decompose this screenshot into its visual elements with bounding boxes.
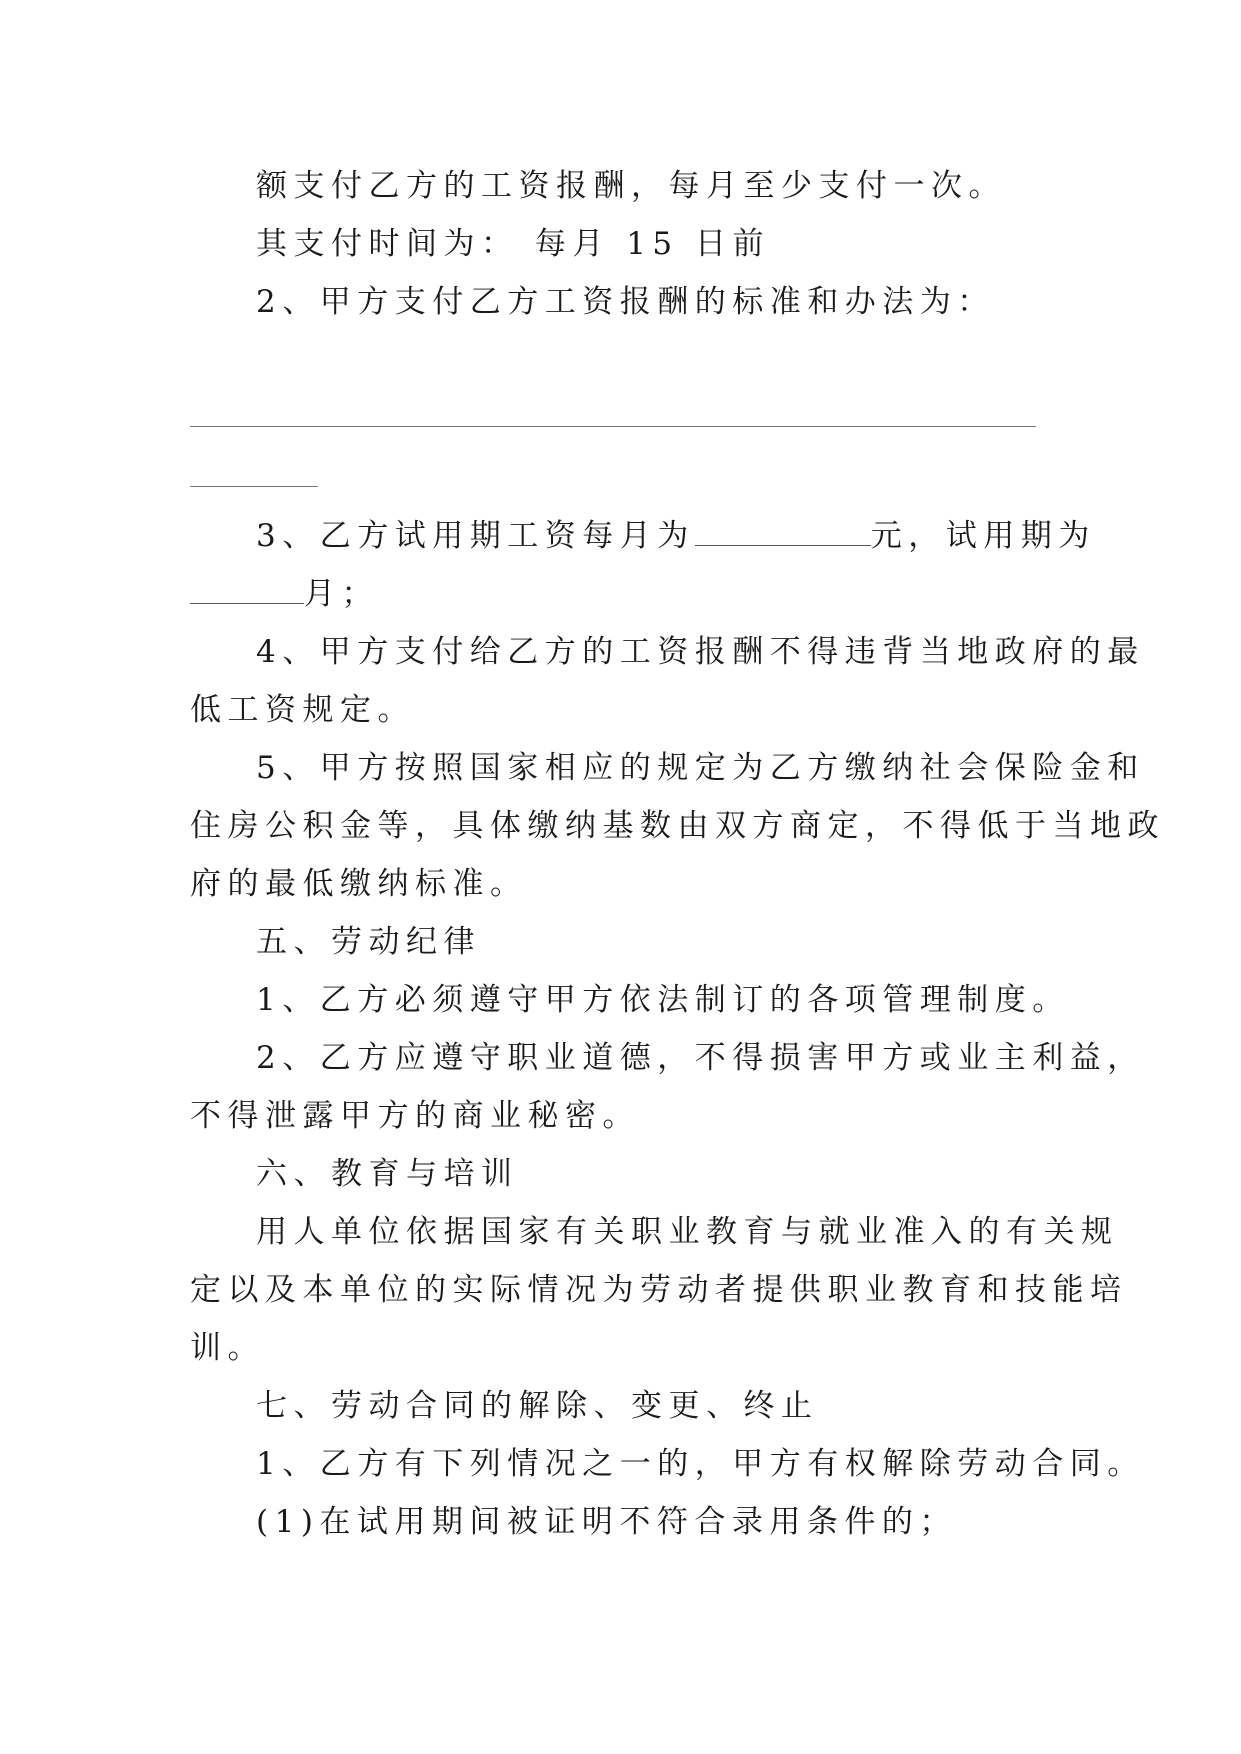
fill-in-line-long [190, 426, 1036, 427]
text-line-7: 低工资规定。 [190, 692, 415, 728]
probation-wage-blank [695, 517, 871, 546]
section-heading-5: 五、劳动纪律 [256, 924, 481, 960]
probation-wage-label: 3、乙方试用期工资每月为 [256, 518, 695, 554]
text-line-6: 4、甲方支付给乙方的工资报酬不得违背当地政府的最 [256, 634, 1145, 670]
text-line-2: 其支付时间为： 每月 15 日前 [256, 226, 771, 262]
text-line-21: (1)在试用期间被证明不符合录用条件的； [256, 1504, 957, 1540]
text-line-18: 训。 [190, 1330, 265, 1366]
probation-months-blank [190, 575, 304, 604]
text-line-8: 5、甲方按照国家相应的规定为乙方缴纳社会保险金和 [256, 750, 1145, 786]
text-line-10: 府的最低缴纳标准。 [190, 866, 528, 902]
text-line-12: 1、乙方必须遵守甲方依法制订的各项管理制度。 [256, 982, 1070, 1018]
text-line-1: 额支付乙方的工资报酬，每月至少支付一次。 [256, 168, 1006, 204]
text-line-20: 1、乙方有下列情况之一的，甲方有权解除劳动合同。 [256, 1446, 1145, 1482]
text-line-3: 2、甲方支付乙方工资报酬的标准和办法为： [256, 284, 995, 320]
section-heading-6: 六、教育与培训 [256, 1156, 519, 1192]
text-line-17: 定以及本单位的实际情况为劳动者提供职业教育和技能培 [190, 1272, 1128, 1308]
text-line-16: 用人单位依据国家有关职业教育与就业准入的有关规 [256, 1214, 1119, 1250]
fill-in-line-short [190, 486, 318, 487]
text-line-14: 不得泄露甲方的商业秘密。 [190, 1098, 640, 1134]
months-label: 月； [304, 576, 379, 612]
probation-period-label: 元，试用期为 [870, 518, 1096, 554]
text-line-13: 2、乙方应遵守职业道德，不得损害甲方或业主利益， [256, 1040, 1145, 1076]
text-line-5 [190, 574, 379, 614]
text-line-9: 住房公积金等，具体缴纳基数由双方商定，不得低于当地政 [190, 808, 1165, 844]
text-line-4 [256, 516, 1096, 556]
section-heading-7: 七、劳动合同的解除、变更、终止 [256, 1388, 819, 1424]
